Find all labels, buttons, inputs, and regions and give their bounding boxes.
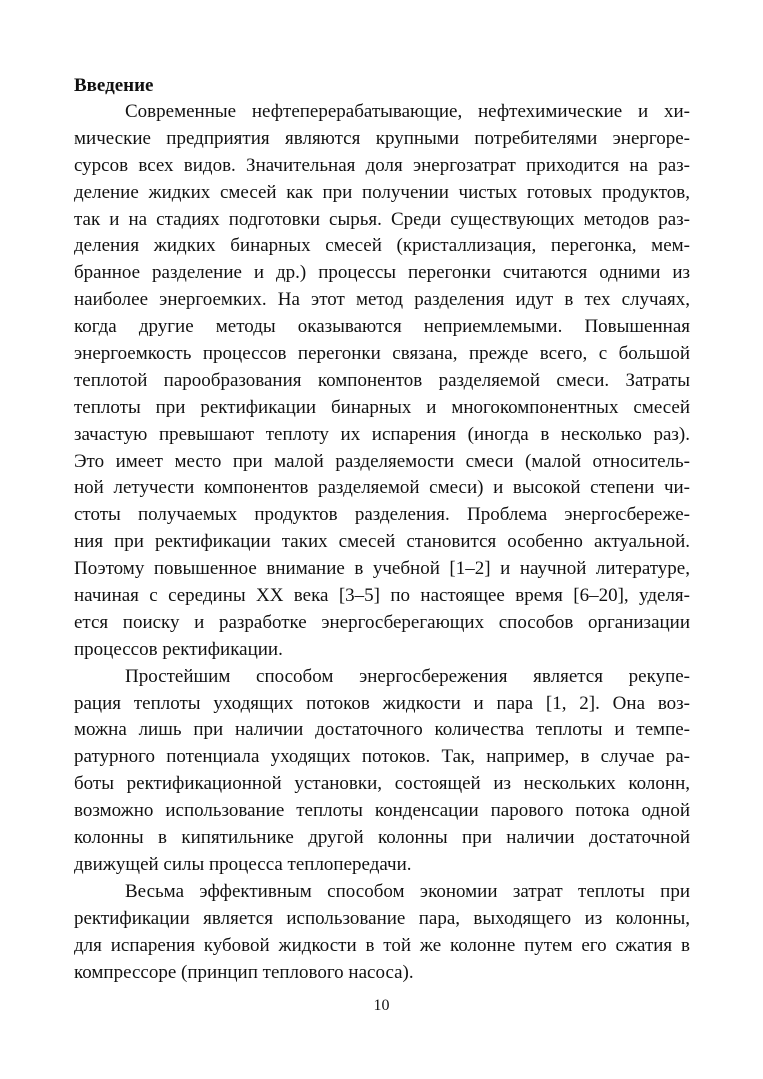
paragraph-line: ется поиску и разработке энергосберегающих способов организации <box>74 611 690 633</box>
paragraph-line: ректификации является использование пара, выходящего из колонны, <box>74 907 690 929</box>
paragraph-line: зачастую превышают теплоту их испарения (иногда в несколько раз). <box>74 423 690 445</box>
paragraph-line: Современные нефтеперерабатывающие, нефтехимические и хи- <box>125 101 690 122</box>
paragraph-line: так и на стадиях подготовки сырья. Среди существующих методов раз- <box>74 208 690 230</box>
paragraph-line: сурсов всех видов. Значительная доля энергозатрат приходится на раз- <box>74 154 690 176</box>
paragraph-line: наиболее энергоемких. На этот метод разделения идут в тех случаях, <box>74 289 690 311</box>
paragraph-line: когда другие методы оказываются неприемлемыми. Повышенная <box>74 316 690 338</box>
paragraph-line: теплоты при ректификации бинарных и многокомпонентных смесей <box>74 396 690 418</box>
paragraph-line: Это имеет место при малой разделяемости смеси (малой относитель- <box>74 450 690 472</box>
paragraph-line: рация теплоты уходящих потоков жидкости и пара [1, 2]. Она воз- <box>74 692 690 714</box>
paragraph-line: боты ректификационной установки, состоящей из нескольких колонн, <box>74 773 690 795</box>
paragraph-line: компрессоре (принцип теплового насоса). <box>74 961 414 983</box>
paragraph-line: Простейшим способом энергосбережения является рекупе- <box>125 665 690 687</box>
paragraph-line: ной летучести компонентов разделяемой смеси) и высокой степени чи- <box>74 477 690 499</box>
paragraph-line: Весьма эффективным способом экономии затрат теплоты при <box>125 880 690 902</box>
paragraph-line: колонны в кипятильнике другой колонны при наличии достаточной <box>74 827 690 849</box>
paragraph-line: деление жидких смесей как при получении чистых готовых продуктов, <box>74 181 690 203</box>
paragraph-line: процессов ректификации. <box>74 638 283 660</box>
paragraph-line: можна лишь при наличии достаточного количества теплоты и темпе- <box>74 719 690 741</box>
paragraph-line: мические предприятия являются крупными потребителями энергоре- <box>74 127 690 149</box>
paragraph-line: ния при ректификации таких смесей становится особенно актуальной. <box>74 531 690 553</box>
page-number: 10 <box>373 997 390 1014</box>
section-heading: Введение <box>74 75 154 96</box>
paragraph-line: теплотой парообразования компонентов разделяемой смеси. Затраты <box>74 369 690 391</box>
paragraph-line: движущей силы процесса теплопередачи. <box>74 853 412 875</box>
paragraph-line: стоты получаемых продуктов разделения. Проблема энергосбереже- <box>74 504 690 526</box>
paragraph-line: деления жидких бинарных смесей (кристаллизация, перегонка, мем- <box>74 235 690 257</box>
page-body <box>74 72 690 986</box>
paragraph <box>74 99 690 664</box>
paragraph-line: возможно использование теплоты конденсации парового потока одной <box>74 800 690 822</box>
paragraph <box>74 879 690 987</box>
paragraph-line: начиная с середины XX века [3–5] по настоящее время [6–20], уделя- <box>74 585 690 607</box>
paragraph-line: энергоемкость процессов перегонки связана, прежде всего, с большой <box>74 343 690 365</box>
paragraph <box>74 664 690 879</box>
paragraphs-container <box>74 99 690 986</box>
paragraph-line: бранное разделение и др.) процессы перегонки считаются одними из <box>74 262 690 284</box>
paragraph-line: Поэтому повышенное внимание в учебной [1–2] и научной литературе, <box>74 558 690 580</box>
paragraph-line: ратурного потенциала уходящих потоков. Так, например, в случае ра- <box>74 746 690 768</box>
paragraph-line: для испарения кубовой жидкости в той же колонне путем его сжатия в <box>74 934 690 956</box>
